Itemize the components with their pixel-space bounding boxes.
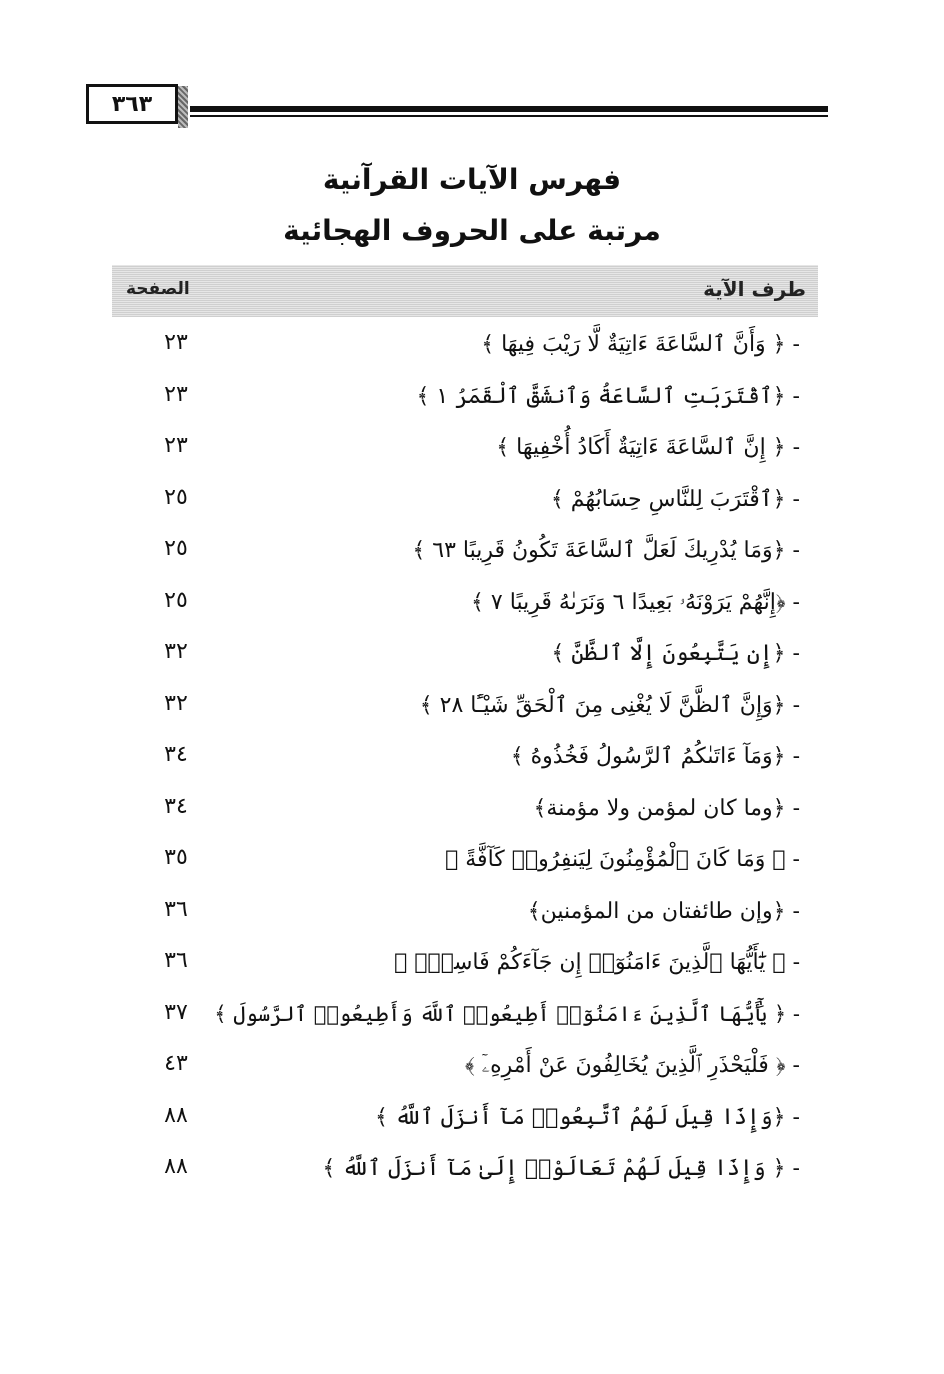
table-row (112, 374, 818, 426)
page-reference: ٣٤ (164, 793, 188, 819)
table-header (112, 265, 818, 317)
page-reference: ٢٥ (164, 587, 188, 613)
page-reference: ٤٣ (164, 1051, 188, 1076)
index-subtitle: مرتبة على الحروف الهجائية (283, 214, 661, 247)
page-reference: ٢٣ (164, 381, 188, 407)
table-row (112, 940, 818, 992)
table-row (112, 734, 818, 786)
table-row (112, 322, 818, 374)
page-number-shadow (178, 86, 188, 128)
page-reference: ٣٦ (164, 948, 188, 973)
verse-text: - ﴿ٱقْتَرَبَتِ ٱلسَّاعَةُ وَٱنشَقَّ ٱلْقَمَرُ ١ ﴾ (416, 383, 800, 409)
verse-text: - ﴿إِنَّهُمْ يَرَوْنَهُۥ بَعِيدًا ٦ وَنَرَىٰهُ قَرِيبًا ٧ ﴾ (471, 589, 800, 615)
verse-text: - ﴿ وَإِذَا قِيلَ لَهُمْ تَعَالَوْا۟ إِلَىٰ مَآ أَنزَلَ ٱللَّهُ ﴾ (322, 1156, 800, 1181)
table-row (112, 1095, 818, 1147)
header-rule-thick (190, 106, 828, 112)
page-reference: ٢٣ (164, 330, 188, 355)
page-reference: ٨٨ (164, 1154, 188, 1179)
verse-text: - ﴿ وَمَا كَانَ ٱلْمُؤْمِنُونَ لِيَنفِرُوا۟ كَآفَّةً ﴾ (445, 847, 800, 872)
page-reference: ٢٣ (164, 433, 188, 458)
page-reference: ٣٦ (164, 896, 188, 922)
page-reference: ٣٧ (164, 999, 188, 1025)
header-rule-thin (190, 115, 828, 117)
table-row (112, 528, 818, 580)
table-row (112, 1043, 818, 1095)
verse-text: - ﴿وَمَآ ءَاتَىٰكُمُ ٱلرَّسُولُ فَخُذُوهُ ﴾ (510, 744, 800, 769)
page-reference: ٨٨ (164, 1102, 188, 1128)
verse-text: - ﴿ إِنَّ ٱلسَّاعَةَ ءَاتِيَةٌ أَكَادُ أُخْفِيهَا ﴾ (496, 435, 800, 460)
verse-text: - ﴿وَإِذَا قِيلَ لَهُمُ ٱتَّبِعُوا۟ مَآ أَنزَلَ ٱللَّهُ ﴾ (375, 1104, 800, 1130)
verse-text: - ﴿وما كان لمؤمن ولا مؤمنة﴾ (533, 795, 800, 821)
verse-text: - ﴿وإن طائفتان من المؤمنين﴾ (527, 898, 800, 924)
page-header (86, 84, 828, 128)
index-title: فهرس الآيات القرآنية (322, 163, 622, 196)
table-row (112, 1146, 818, 1198)
verse-text: - ﴿ وَأَنَّ ٱلسَّاعَةَ ءَاتِيَةٌ لَّا رَيْبَ فِيهَا ﴾ (481, 332, 800, 357)
page-reference: ٣٤ (164, 742, 188, 767)
page-reference: ٢٥ (164, 536, 188, 561)
column-header-page: الصفحة (126, 279, 190, 299)
column-header-verse: طرف الآية (703, 277, 806, 301)
verse-text: - ﴿إِن يَتَّبِعُونَ إِلَّا ٱلظَّنَّ ﴾ (551, 641, 800, 666)
table-row (112, 786, 818, 838)
verse-text: - ﴿وَمَا يُدْرِيكَ لَعَلَّ ٱلسَّاعَةَ تَكُونُ قَرِيبًا ٦٣ ﴾ (412, 538, 800, 563)
verse-text: - ﴿ يَٰٓأَيُّهَا ٱلَّذِينَ ءَامَنُوٓا۟ إِن جَآءَكُمْ فَاسِقٌۢ ﴾ (394, 950, 800, 975)
verse-text: - ﴿ يَٰٓأَيُّهَا ٱلَّذِينَ ءَامَنُوٓا۟ أَطِيعُوا۟ ٱللَّهَ وَأَطِيعُوا۟ ٱلرَّسُولَ ﴾ (214, 1001, 800, 1026)
table-row (112, 992, 818, 1044)
table-row (112, 425, 818, 477)
table-row (112, 683, 818, 735)
page-reference: ٣٢ (164, 639, 188, 664)
page-reference: ٢٥ (164, 484, 188, 510)
verse-text: - ﴿وَإِنَّ ٱلظَّنَّ لَا يُغْنِى مِنَ ٱلْحَقِّ شَيْـًٔا ٢٨ ﴾ (419, 692, 800, 718)
table-row (112, 631, 818, 683)
table-row (112, 837, 818, 889)
table-row (112, 580, 818, 632)
table-row (112, 889, 818, 941)
page-reference: ٣٥ (164, 845, 188, 870)
table-row (112, 477, 818, 529)
page-number: ٣٦٣ (86, 84, 178, 124)
verse-text: - ﴿ فَلْيَحْذَرِ ٱلَّذِينَ يُخَالِفُونَ عَنْ أَمْرِهِۦٓ ﴾ (464, 1053, 800, 1078)
verse-text: - ﴿ٱقْتَرَبَ لِلنَّاسِ حِسَابُهُمْ ﴾ (550, 486, 800, 512)
index-rows (112, 322, 818, 1198)
page-reference: ٣٢ (164, 690, 188, 716)
